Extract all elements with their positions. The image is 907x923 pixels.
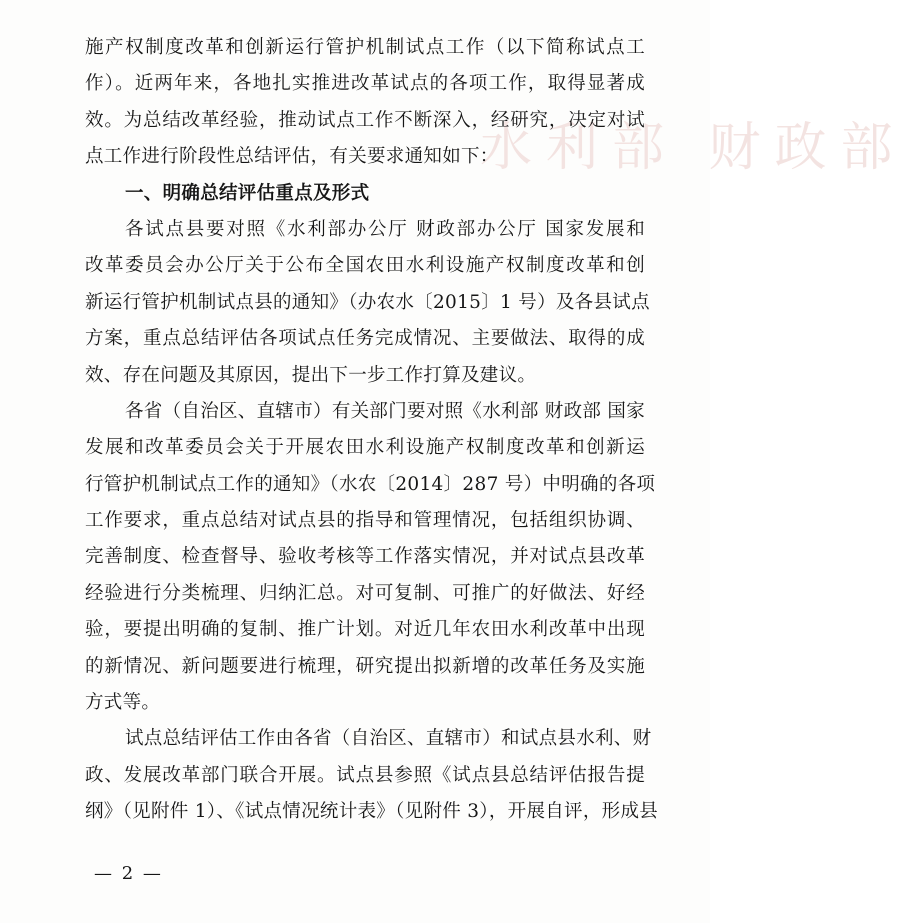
paragraph-line: 方式等。 [85, 692, 161, 714]
paragraph-line: 方案，重点总结评估各项试点任务完成情况、主要做法、取得的成 [85, 328, 645, 350]
paragraph-line: 效、存在问题及其原因，提出下一步工作打算及建议。 [85, 364, 537, 386]
document-body [85, 30, 659, 831]
paragraph-line: 行管护机制试点工作的通知》（水农〔2014〕287 号）中明确的各项 [85, 473, 656, 495]
paragraph-line: 的新情况、新问题要进行梳理，研究提出拟新增的改革任务及实施 [85, 655, 645, 677]
paragraph-line: 效。为总结改革经验，推动试点工作不断深入，经研究，决定对试 [85, 109, 645, 131]
paragraph-line: 政、发展改革部门联合开展。试点县参照《试点县总结评估报告提 [85, 764, 645, 786]
paragraph-line: 试点总结评估工作由各省（自治区、直辖市）和试点县水利、财 [125, 728, 652, 750]
section-heading: 一、明确总结评估重点及形式 [125, 182, 370, 204]
page-number: — 2 — [94, 863, 163, 884]
paragraph-line: 工作要求，重点总结对试点县的指导和管理情况，包括组织协调、 [85, 510, 645, 532]
paragraph-line: 纲》（见附件 1）、《试点情况统计表》（见附件 3），开展自评，形成县 [85, 801, 659, 823]
paragraph-line: 发展和改革委员会关于开展农田水利设施产权制度改革和创新运 [85, 437, 645, 459]
paragraph-line: 新运行管护机制试点县的通知》（办农水〔2015〕1 号）及各县试点 [85, 291, 650, 313]
paragraph-line: 施产权制度改革和创新运行管护机制试点工作（以下简称试点工 [85, 37, 645, 58]
paragraph-line: 各省（自治区、直辖市）有关部门要对照《水利部 财政部 国家 [125, 400, 645, 422]
paragraph-line: 验，要提出明确的复制、推广计划。对近几年农田水利改革中出现 [85, 619, 645, 641]
paragraph-line: 作）。近两年来，各地扎实推进改革试点的各项工作，取得显著成 [85, 73, 645, 95]
paragraph-line: 改革委员会办公厅关于公布全国农田水利设施产权制度改革和创 [85, 255, 645, 277]
paragraph-line: 点工作进行阶段性总结评估，有关要求通知如下： [85, 146, 499, 168]
paragraph-line: 经验进行分类梳理、归纳汇总。对可复制、可推广的好做法、好经 [85, 582, 645, 604]
paragraph-line: 完善制度、检查督导、验收考核等工作落实情况，并对试点县改革 [85, 546, 645, 568]
paragraph-line: 各试点县要对照《水利部办公厅 财政部办公厅 国家发展和 [125, 218, 645, 240]
reverse-side-bleed-through: 水利部 财政部 [480, 118, 907, 178]
